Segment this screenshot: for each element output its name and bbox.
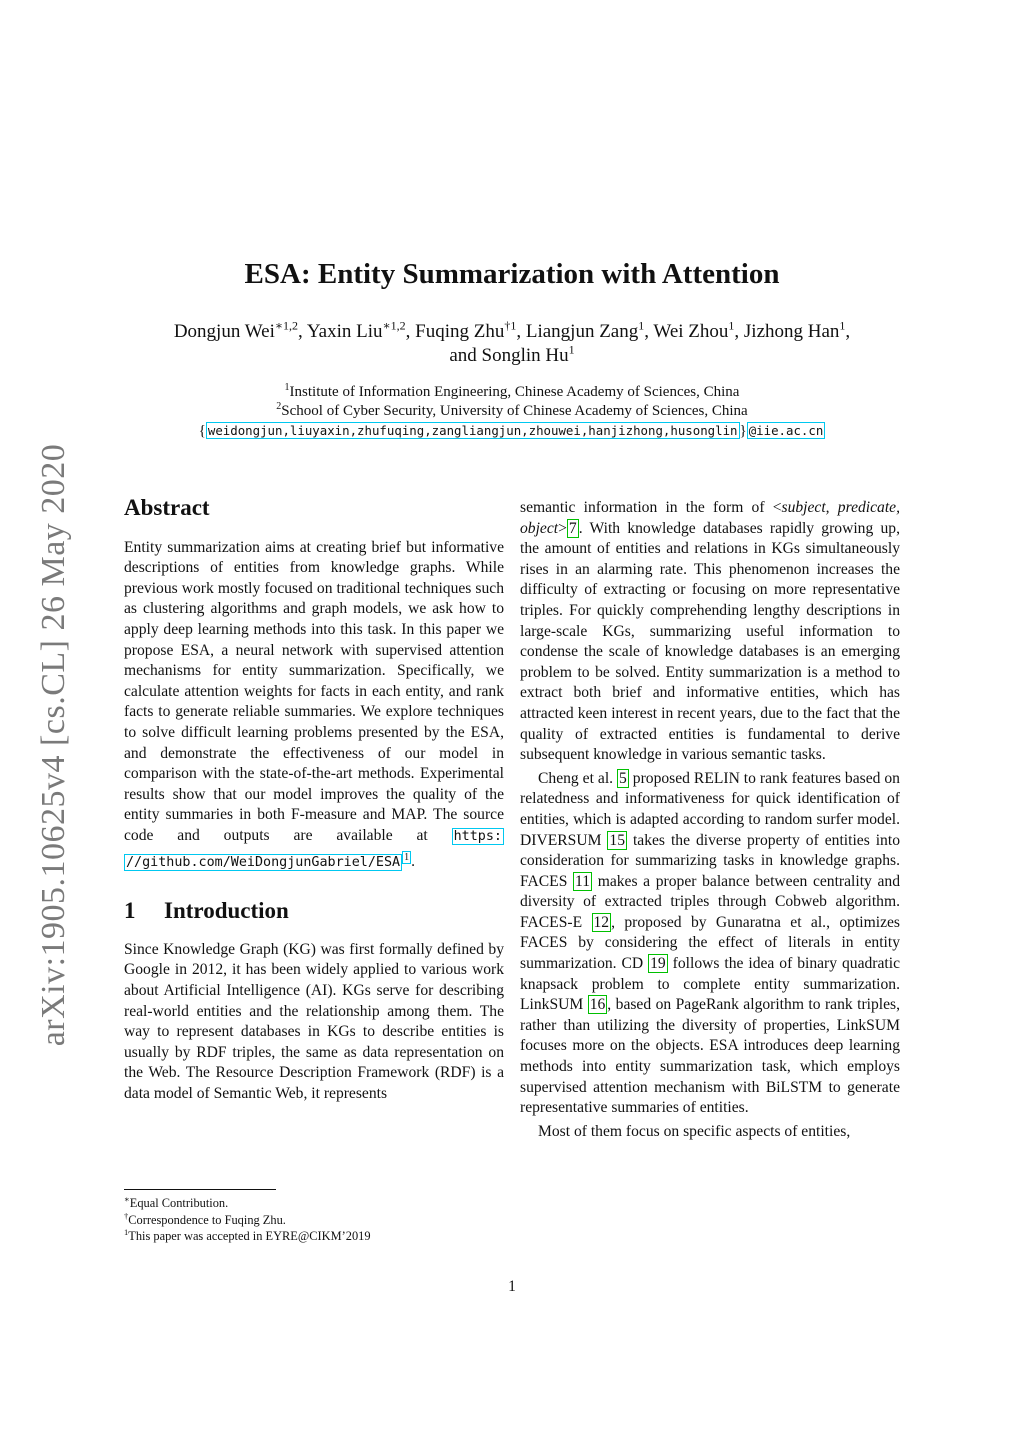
author: Liangjun Zang$^1$, [525, 318, 654, 342]
author-list [110, 320, 914, 368]
right-column [520, 498, 900, 1142]
author: Yaxin Liu$^{∗1,2}$, [306, 318, 416, 342]
author: Fuqing Zhu$^{\dagger 1}$, [415, 318, 526, 342]
footnote: $^1$This paper was accepted in EYRE@CIKM’2019 [124, 1226, 371, 1243]
citation-link[interactable]: 15 [609, 831, 625, 849]
page-number: 1 [508, 1278, 516, 1295]
abstract-text: Entity summarization aims at creating brief but informative descriptions of entities from knowledge graphs. While previous work mostly focused on traditional techniques such as clustering algorithms and graph models, we ask how to apply deep learning methods into this task. In this paper we propose ESA, a neural network with supervised attention mechanisms for entity summarization. Specifically, we calculate attention weights for facts in each entity, and rank facts to generate reliable summaries. We explore techniques to solve difficult learning problems presented by the ESA, and demonstrate the effectiveness of our model in comparison with the state-of-the-art methods. Experimental results show that our model improves the quality of the entity summaries in both F-measure and MAP. The source code and outputs are available at https: //github.com/WeiDongjunGabriel/ESA $^1$ . [124, 538, 504, 870]
footnote: ∗Equal Contribution. [124, 1193, 229, 1210]
abstract-heading: Abstract [124, 495, 210, 520]
affiliation: $^1$Institute of Information Engineering, Chinese Academy of Sciences, China [284, 382, 740, 400]
source-code-link-continued[interactable]: //github.com/WeiDongjunGabriel/ESA [126, 854, 401, 870]
footnote-rule [124, 1189, 276, 1190]
citation-link[interactable]: 19 [650, 955, 666, 973]
author: Dongjun Wei$^{∗1,2}$, [173, 318, 307, 342]
left-column [124, 495, 504, 1105]
citation-link[interactable]: 7 [568, 519, 577, 537]
paper-title: ESA: Entity Summarization with Attention [244, 258, 780, 290]
email-names-link[interactable]: weidongjun,liuyaxin,zhufuqing,zangliangjun,zhouwei,hanjizhong,husonglin [207, 423, 738, 438]
affiliations [0, 383, 1024, 441]
footnote-ref-link[interactable]: 1 [404, 851, 410, 863]
author: and Songlin Hu$^1$ [449, 342, 575, 366]
citation-link[interactable]: 5 [619, 769, 627, 787]
email-line: { weidongjun,liuyaxin,zhufuqing,zangliangjun,zhouwei,hanjizhong,husonglin } @iie.ac.cn [198, 423, 824, 439]
source-code-link[interactable]: https: [453, 828, 502, 844]
author: Wei Zhou$^1$, [653, 318, 744, 342]
author: Jizhong Han$^1$, [743, 318, 851, 342]
footnotes [124, 1189, 504, 1245]
citation-link[interactable]: 16 [589, 996, 606, 1014]
paragraph: Cheng et al. 5 proposed RELIN to rank features based on relatedness and informativeness for quick identification of entities, which is adapted according to random surfer model. DIVERSUM 15 takes the diverse property of entities into consideration for summarizing tasks in knowledge graphs. FACES 11 makes a proper balance between centrality and diversity of extracted triples through Cobweb algorithm. FACES-E 12 , proposed by Gunaratna et al., optimizes FACES by considering the effect of literals in entity summarization. CD 19 follows the idea of binary quadratic knapsack problem to complete entity summarization. LinkSUM 16 , based on PageRank algorithm to rank triples, rather than utilizing the diversity of properties, LinkSUM focuses more on the objects. ESA introduces deep learning methods into entity summarization task, which employs supervised attention mechanism with BiLSTM to generate representative summaries of entities. [520, 769, 900, 1117]
email-domain-link[interactable]: @iie.ac.cn [748, 423, 824, 438]
introduction-paragraph: Since Knowledge Graph (KG) was first formally defined by Google in 2012, it has been widely applied to various work about Artificial Intelligence (AI). KGs serve for describing real-world entities and the relationship among them. The way to represent databases in KGs to describe entities is usually by RDF triples, the same as data representation on the Web. The Resource Description Framework (RDF) is a data model of Semantic Web, it represents [124, 940, 504, 1103]
citation-link[interactable]: 12 [593, 913, 610, 931]
arxiv-stamp: arXiv:1905.10625v4 [cs.CL] 26 May 2020 [35, 443, 72, 1047]
paragraph: semantic information in the form of <subject, predicate, object> 7 . With knowledge databases rapidly growing up, the amount of entities and relations in KGs simultaneously rises in an alarming rate. This phenomenon increases the difficulty of extracting or focusing on more representative triples. For quickly comprehending lengthy descriptions in large-scale KGs, summarizing useful information to condense the scale of knowledge databases is an emerging problem to be solved. Entity summarization is a method to extract both brief and informative entities, which has attracted keen interest in recent years, due to the fact that the quality of extracted entities is fundamental to derive subsequent knowledge in various semantic tasks. [520, 499, 900, 764]
affiliation: $^2$School of Cyber Security, University of Chinese Academy of Sciences, China [276, 401, 748, 419]
footnote: †Correspondence to Fuqing Zhu. [124, 1210, 286, 1227]
introduction-heading: 1 Introduction [124, 898, 289, 924]
citation-link[interactable]: 11 [575, 872, 591, 890]
paragraph: Most of them focus on specific aspects of entities, [538, 1122, 851, 1140]
